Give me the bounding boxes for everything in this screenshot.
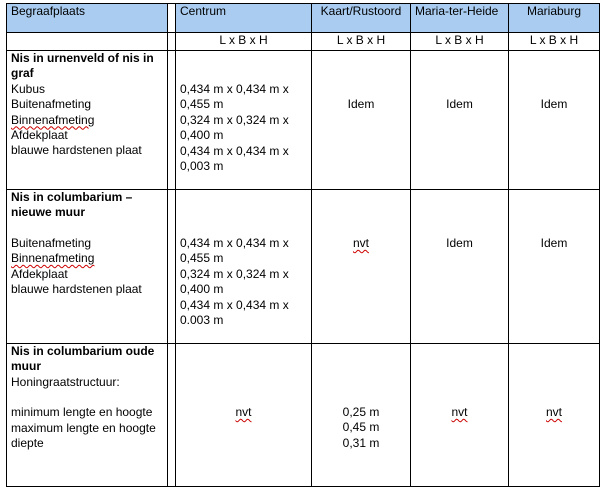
row-nieuwe-muur-description	[7, 190, 168, 344]
dimension-value: 0,45 m	[342, 420, 380, 435]
row-urnenveld-description	[7, 51, 168, 190]
label-minimum: minimum lengte en hoogte	[11, 405, 153, 420]
row-title: Nis in columbarium oude muur	[11, 344, 155, 374]
label-kubus: Kubus	[11, 81, 46, 96]
spacer-cell	[168, 190, 176, 344]
label-binnenafmeting: Binnenafmeting	[11, 112, 95, 127]
dimension-value: 0,400 m	[180, 128, 224, 143]
header-spacer	[168, 4, 176, 33]
dimension-value: 0,434 m x 0,434 m x	[180, 82, 289, 96]
dimension-value: 0,434 m x 0,434 m x	[180, 143, 289, 158]
row-oude-muur-maria-ter-heide: nvt	[411, 344, 509, 487]
row-oude-muur	[7, 344, 600, 487]
dimension-label-row	[7, 33, 600, 51]
cemetery-niche-dimensions-table	[6, 3, 600, 487]
header-maria-ter-heide: Maria-ter-Heide	[411, 4, 509, 33]
dimension-value: 0,434 m x 0,434 m x	[180, 236, 289, 250]
spacer-cell	[168, 51, 176, 190]
header-mariaburg: Mariaburg	[509, 4, 600, 33]
label-hardstenen-plaat: blauwe hardstenen plaat	[11, 143, 142, 158]
row-urnenveld	[7, 51, 600, 190]
dims-kaart-rustoord: L x B x H	[312, 33, 411, 51]
label-afdekplaat: Afdekplaat	[11, 266, 68, 281]
row-nieuwe-muur	[7, 190, 600, 344]
row-urnenveld-kaart-rustoord: Idem	[312, 51, 411, 190]
dimension-value: 0,324 m x 0,324 m x	[180, 112, 289, 127]
dims-maria-ter-heide: L x B x H	[411, 33, 509, 51]
row-urnenveld-centrum	[176, 51, 312, 190]
header-kaart-rustoord: Kaart/Rustoord	[312, 4, 411, 33]
spacer-cell	[168, 344, 176, 487]
dims-centrum: L x B x H	[176, 33, 312, 51]
label-diepte: diepte	[11, 436, 44, 451]
row-nieuwe-muur-centrum	[176, 190, 312, 344]
row-oude-muur-description	[7, 344, 168, 487]
row-title: Nis in urnenveld of nis in graf	[11, 51, 154, 81]
dimension-value: 0,324 m x 0,324 m x	[180, 266, 289, 281]
header-row	[7, 4, 600, 33]
dimension-value: 0,455 m	[180, 251, 224, 266]
header-centrum: Centrum	[176, 4, 312, 33]
dims-mariaburg: L x B x H	[509, 33, 600, 51]
label-buitenafmeting: Buitenafmeting	[11, 235, 92, 250]
dims-spacer	[168, 33, 176, 51]
label-binnenafmeting: Binnenafmeting	[11, 251, 95, 266]
label-afdekplaat: Afdekplaat	[11, 128, 68, 143]
row-nieuwe-muur-mariaburg: Idem	[509, 190, 600, 344]
dims-empty-cell	[7, 33, 168, 51]
dimension-value: 0.003 m	[180, 313, 224, 328]
label-buitenafmeting: Buitenafmeting	[11, 97, 92, 112]
row-oude-muur-mariaburg: nvt	[509, 344, 600, 487]
label-hardstenen-plaat: blauwe hardstenen plaat	[11, 282, 142, 297]
label-maximum: maximum lengte en hoogte	[11, 420, 156, 435]
row-oude-muur-centrum: nvt	[176, 344, 312, 487]
dimension-value: 0,400 m	[180, 282, 224, 297]
row-nieuwe-muur-maria-ter-heide: Idem	[411, 190, 509, 344]
dimension-value: 0,434 m x 0,434 m x	[180, 297, 289, 312]
row-nieuwe-muur-kaart-rustoord: nvt	[312, 190, 411, 344]
dimension-value: 0,003 m	[180, 159, 224, 174]
header-begraafplaats: Begraafplaats	[7, 4, 168, 33]
row-urnenveld-maria-ter-heide: Idem	[411, 51, 509, 190]
dimension-value: 0,25 m	[342, 405, 380, 419]
row-subtitle: Honingraatstructuur:	[11, 374, 120, 389]
row-oude-muur-kaart-rustoord	[312, 344, 411, 487]
row-title: Nis in columbarium – nieuwe muur	[11, 190, 133, 220]
dimension-value: 0,31 m	[342, 435, 380, 450]
row-urnenveld-mariaburg: Idem	[509, 51, 600, 190]
dimension-value: 0,455 m	[180, 97, 224, 112]
